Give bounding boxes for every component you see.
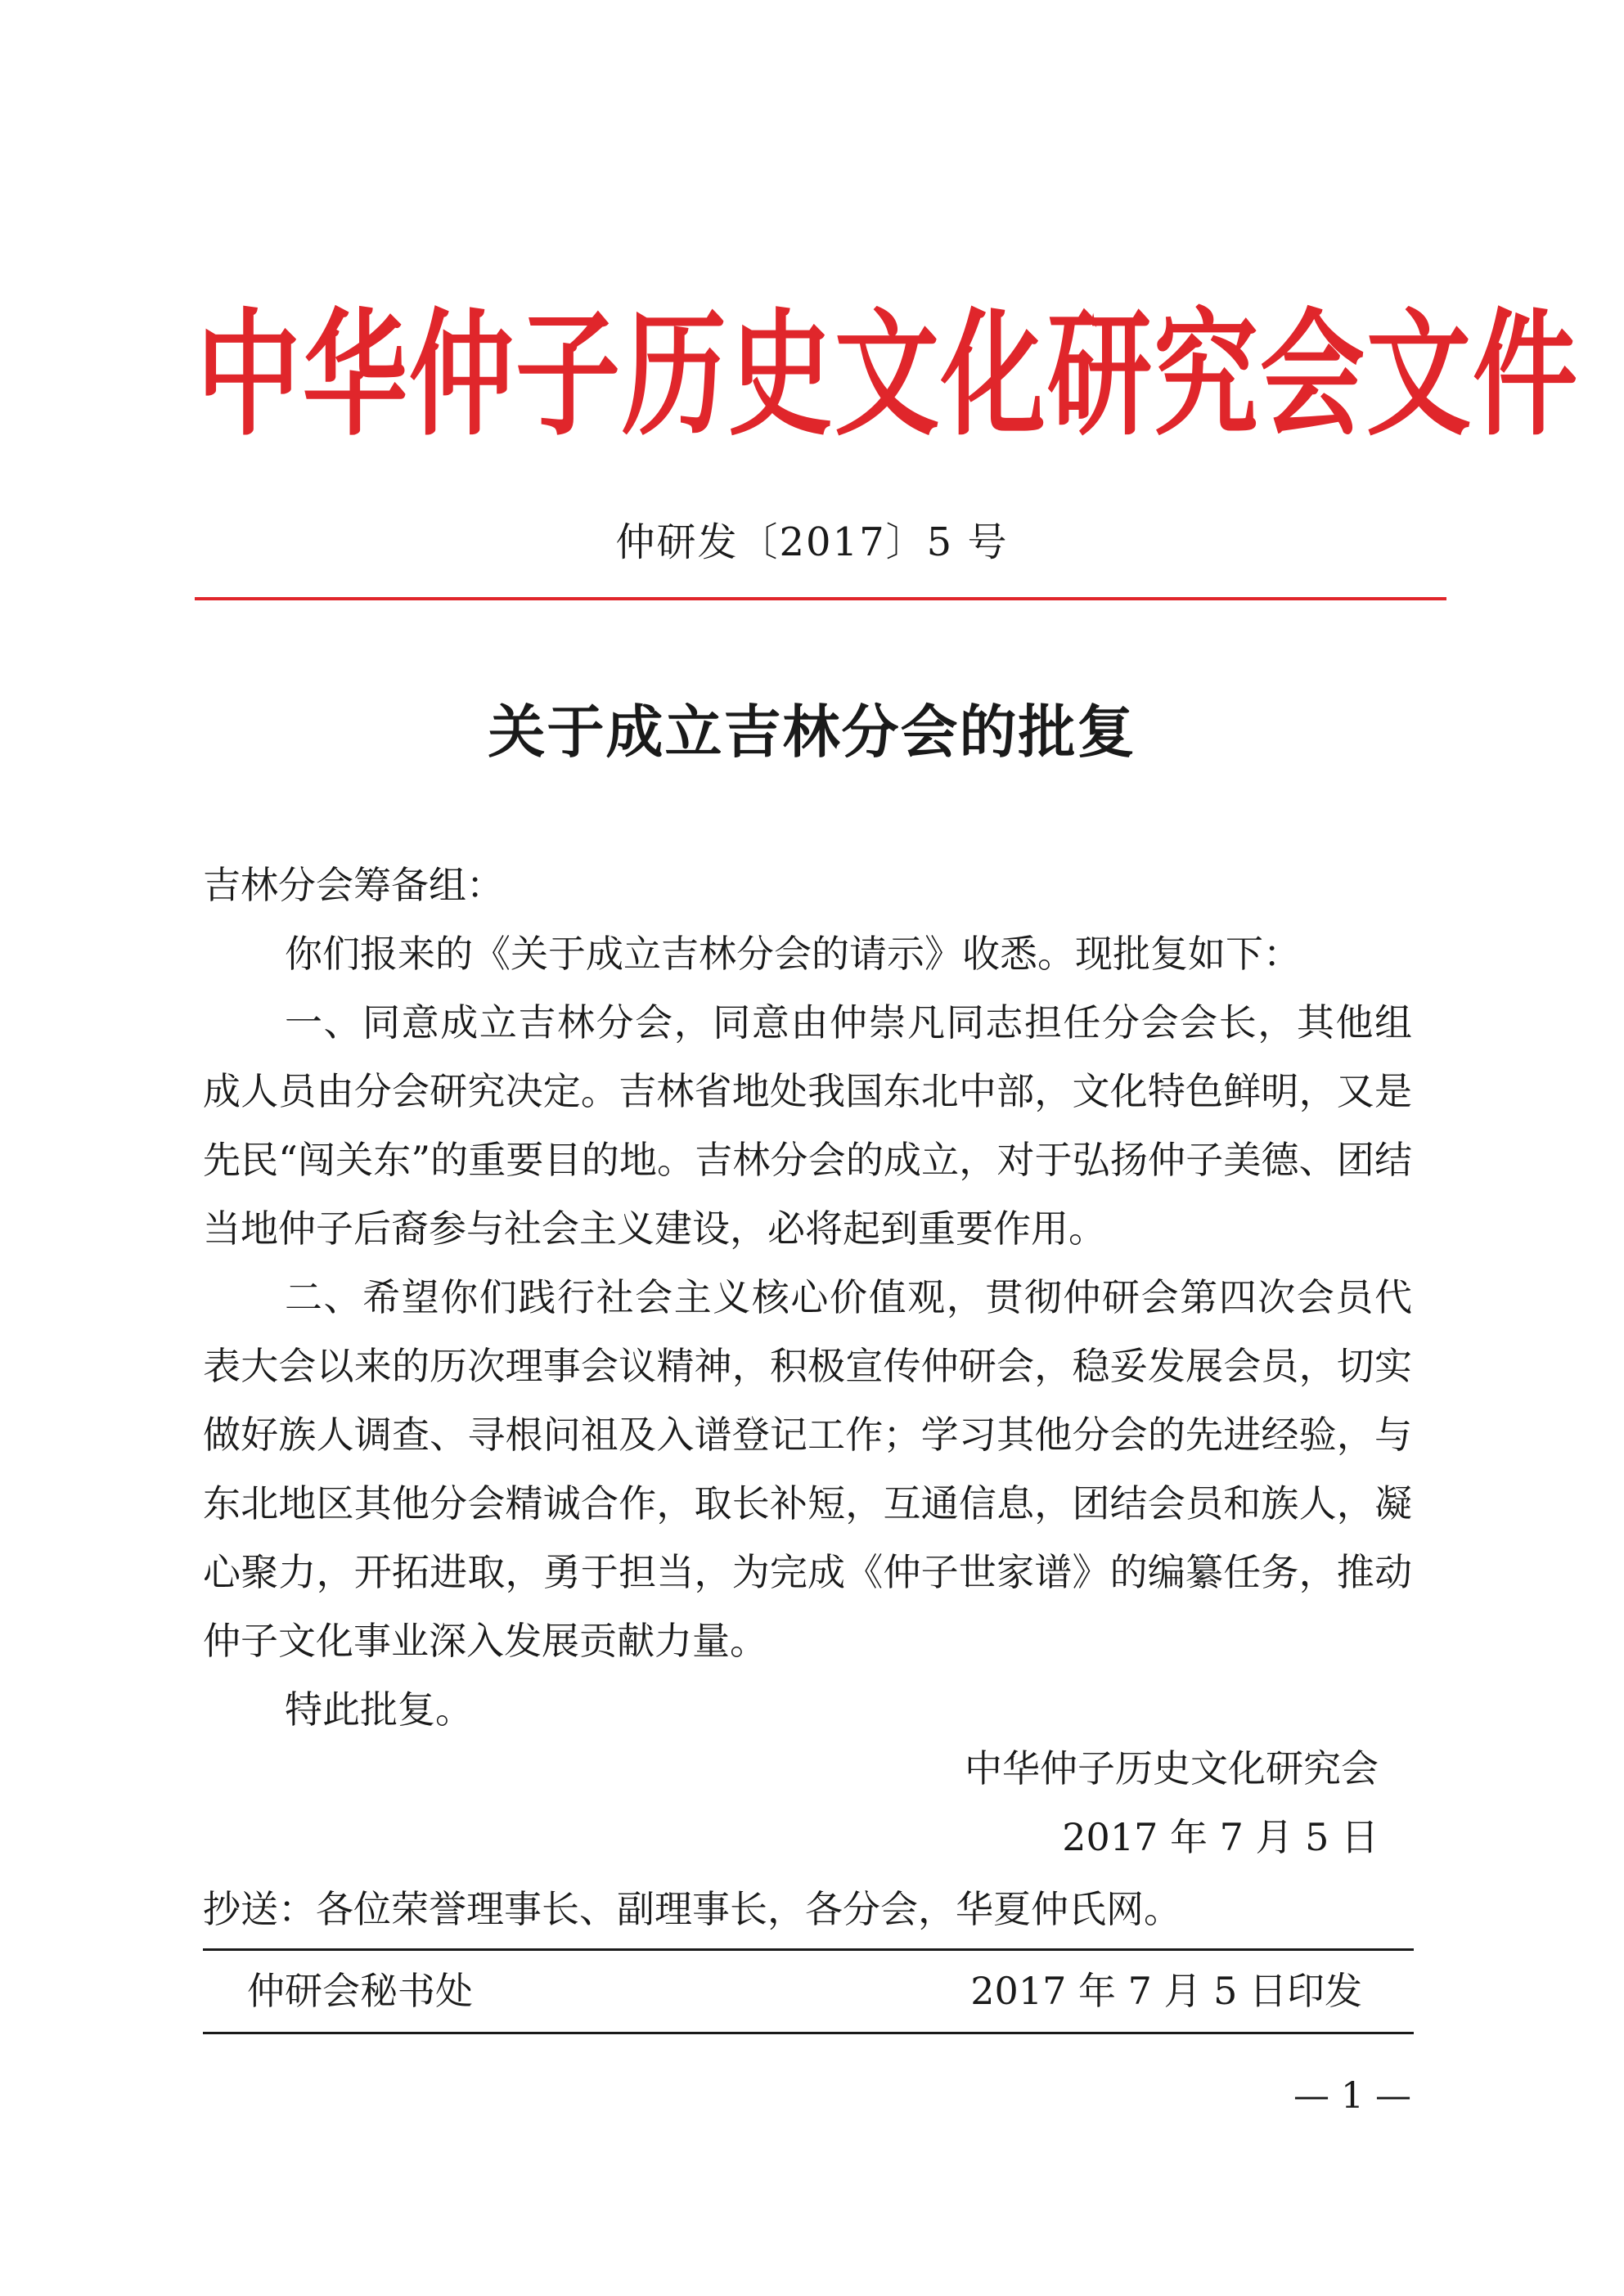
red-separator-line [195,597,1446,600]
document-title: 关于成立吉林分会的批复 [488,698,1136,766]
signature-date: 2017 年 7 月 5 日 [1062,1815,1379,1859]
issuing-office: 仲研会秘书处 [247,1969,473,2013]
page-number: — 1 — [1293,2075,1411,2117]
footer-bottom-rule [203,2032,1414,2034]
body-paragraph: 二、希望你们践行社会主义核心价值观，贯彻仲研会第四次会员代表大会以来的历次理事会议精神，积极宣传仲研会，稳妥发展会员，切实做好族人调查、寻根问祖及入谱登记工作；学习其他分会的先进经验，与东北地区其他分会精诚合作，取长补短，互通信息，团结会员和族人，凝心聚力，开拓进取，勇于担当，为完成《仲子世家谱》的编纂任务，推动仲子文化事业深入发展贡献力量。 [203,1275,1412,1663]
signature-block [965,1734,1379,1871]
document-body [203,851,1412,1744]
masthead-title: 中华仲子历史文化研究会文件 [196,296,1580,456]
document-number: 仲研发〔2017〕5 号 [615,519,1009,565]
footer-top-rule [203,1948,1414,1951]
signature-organization: 中华仲子历史文化研究会 [965,1746,1379,1791]
body-paragraph: 特此批复。 [285,1687,473,1732]
body-paragraph: 你们报来的《关于成立吉林分会的请示》收悉。现批复如下： [285,932,1301,976]
addressee: 吉林分会筹备组： [203,863,504,907]
issue-date: 2017 年 7 月 5 日印发 [970,1969,1362,2013]
cc-line: 抄送：各位荣誉理事长、副理事长，各分会，华夏仲氏网。 [203,1887,1181,1931]
body-paragraph: 一、同意成立吉林分会，同意由仲崇凡同志担任分会会长，其他组成人员由分会研究决定。吉林省地处我国东北中部，文化特色鲜明，又是先民“闯关东”的重要目的地。吉林分会的成立，对于弘扬仲子美德、团结当地仲子后裔参与社会主义建设，必将起到重要作用。 [203,1000,1412,1251]
